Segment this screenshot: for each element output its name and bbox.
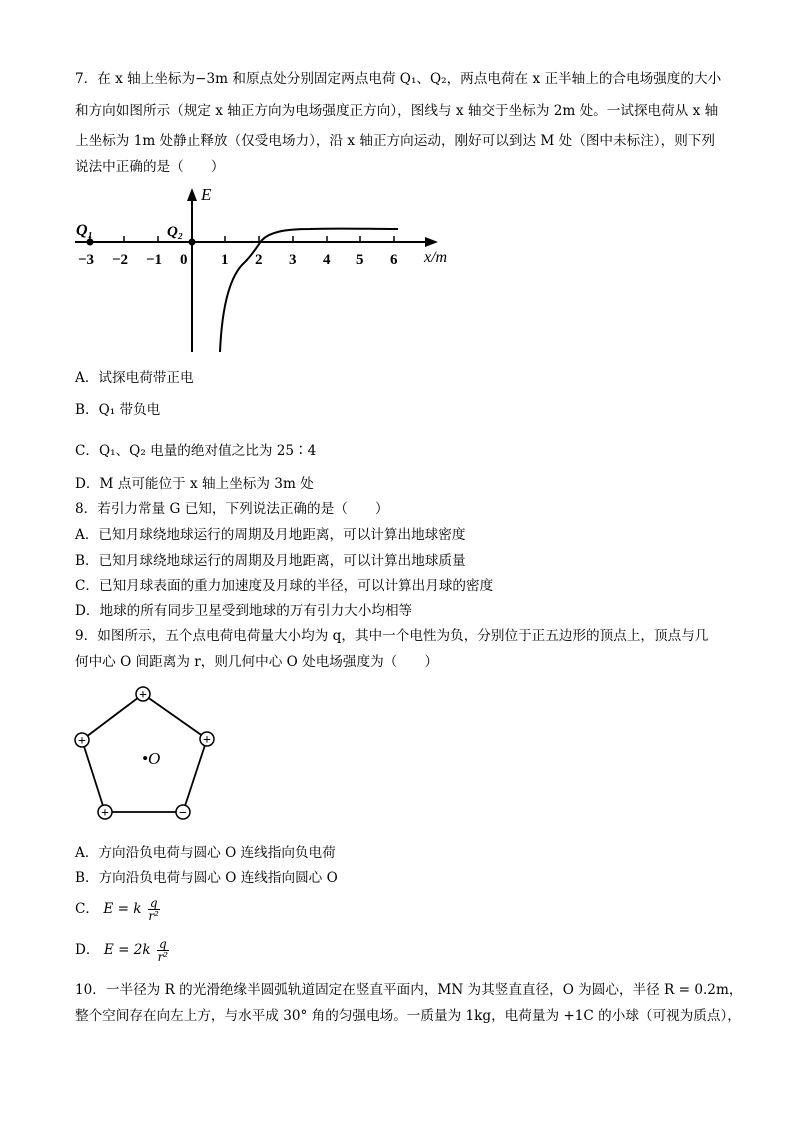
vertex-right [200, 732, 214, 748]
q8-option-c[interactable]: C．已知月球表面的重力加速度及月球的半径，可以计算出月球的密度 [75, 578, 494, 594]
tick-label: 0 [180, 252, 188, 268]
fraction-denominator: r² [148, 909, 159, 923]
q9-pentagon-figure [68, 682, 228, 827]
vertex-bottom-left [98, 805, 112, 821]
tick-label: 5 [356, 252, 364, 268]
fraction [148, 897, 160, 922]
q2-label: Q₂ [167, 224, 184, 240]
plus-sign: + [203, 733, 211, 748]
fraction [157, 938, 169, 963]
q7-stem-line-3: 上坐标为 1m 处静止释放（仅受电场力），沿 x 轴正方向运动，刚好可以到达 M 处（图中未标注），则下列 [75, 133, 715, 149]
tick-label: −2 [112, 252, 129, 268]
q9-stem-line-1: 9．如图所示，五个点电荷电荷量大小均为 q，其中一个电性为负，分别位于正五边形的顶点上，顶点与几 [75, 628, 709, 644]
vertex-top [136, 687, 150, 703]
plus-sign: + [101, 806, 109, 821]
q9-option-b[interactable]: B．方向沿负电荷与圆心 O 连线指向圆心 O [75, 870, 338, 886]
tick-label: −1 [146, 252, 163, 268]
formula-lhs: E = 2k [103, 942, 151, 958]
x-axis-arrow [425, 237, 438, 247]
q7-option-b[interactable]: B．Q₁ 带负电 [75, 402, 161, 418]
q8-option-a[interactable]: A．已知月球绕地球运行的周期及月地距离，可以计算出地球密度 [75, 527, 466, 543]
q8-option-b[interactable]: B．已知月球绕地球运行的周期及月地距离，可以计算出地球质量 [75, 553, 466, 569]
x-axis-label: x/m [424, 249, 448, 266]
q7-option-a[interactable]: A．试探电荷带正电 [75, 370, 194, 386]
option-letter: C． [75, 901, 99, 917]
plus-sign: + [78, 734, 86, 749]
q1-charge [87, 239, 94, 246]
q7-stem-line-2: 和方向如图所示（规定 x 轴正方向为电场强度正方向），图线与 x 轴交于坐标为 2m 处。一试探电荷从 x 轴 [75, 103, 719, 119]
q9-option-c[interactable] [75, 896, 162, 922]
vertex-bottom-right [176, 805, 190, 821]
tick-label: 3 [289, 252, 297, 268]
q9-stem-line-2: 何中心 O 间距离为 r，则几何中心 O 处电场强度为（ ） [75, 654, 439, 670]
q7-field-graph [70, 180, 450, 360]
x-tick-labels [78, 252, 398, 268]
q7-option-c[interactable]: C．Q₁、Q₂ 电量的绝对值之比为 25∶4 [75, 443, 317, 459]
tick-label: 1 [221, 252, 229, 268]
q2-charge [189, 239, 196, 246]
q8-stem: 8．若引力常量 G 已知，下列说法正确的是（ ） [75, 501, 389, 517]
q10-stem-line-1: 10．一半径为 R 的光滑绝缘半圆弧轨道固定在竖直平面内，MN 为其竖直直径，O 为圆心，半径 R = 0.2m， [75, 982, 743, 998]
q1-label: Q₁ [76, 222, 94, 239]
field-curve [220, 229, 398, 352]
q9-option-a[interactable]: A．方向沿负电荷与圆心 O 连线指向负电荷 [75, 845, 336, 861]
option-letter: D． [75, 942, 100, 958]
formula-lhs: E = k [103, 901, 142, 917]
plus-sign: + [139, 688, 147, 703]
y-axis-label: E [201, 185, 212, 204]
minus-sign: − [179, 806, 187, 821]
q7-option-d[interactable]: D．M 点可能位于 x 轴上坐标为 3m 处 [75, 476, 314, 492]
q8-option-d[interactable]: D．地球的所有同步卫星受到地球的万有引力大小均相等 [75, 603, 413, 619]
q7-stem-line-1: 7．在 x 轴上坐标为−3m 和原点处分别固定两点电荷 Q₁、Q₂，两点电荷在 x 正半轴上的合电场强度的大小 [75, 71, 722, 87]
tick-label: 4 [323, 252, 331, 268]
q9-option-d[interactable] [75, 937, 171, 963]
tick-label: 2 [255, 252, 263, 268]
tick-label: 6 [390, 252, 398, 268]
tick-label: −3 [78, 252, 95, 268]
fraction-numerator: q [149, 896, 158, 910]
center-o-label: •O [142, 749, 161, 768]
q7-stem-line-4: 说法中正确的是（ ） [75, 159, 225, 175]
y-axis-arrow [187, 188, 197, 201]
vertex-left [75, 733, 89, 749]
fraction-numerator: q [159, 937, 167, 951]
fraction-denominator: r² [157, 950, 169, 964]
q10-stem-line-2: 整个空间存在向左上方，与水平成 30° 角的匀强电场。一质量为 1kg，电荷量为 +1C 的小球（可视为质点）， [75, 1008, 741, 1024]
